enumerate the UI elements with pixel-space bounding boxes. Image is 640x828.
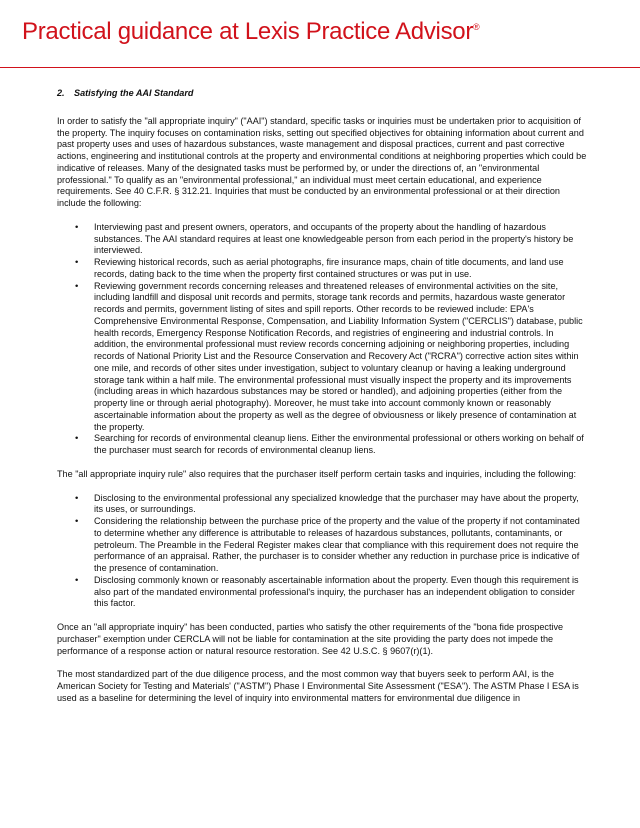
paragraph-intro: In order to satisfy the "all appropriate inquiry" ("AAI") standard, specific tasks or inquiries must be undertaken prior to acquisition of the property. The inquiry focuses on contamination risks, setting out specified objectives for obtaining information about current and past property uses and uses of hazardous substances, waste management and disposal practices, current and past corrective actions, engineering and institutional controls at the property and environmental conditions at neighboring properties which could be indicative of releases. Many of the designated tasks must be performed by, or under the directions of, an "environmental professional." To qualify as an "environmental professional," an individual must meet certain educational, and experience requirements. See 40 C.F.R. § 312.21. Inquiries that must be conducted by an environmental professional or at their direction include the following: [57, 115, 587, 208]
section-number: 2. [57, 88, 65, 98]
purchaser-tasks-list [57, 493, 587, 611]
list-item: • Searching for records of environmental cleanup liens. Either the environmental professional or others working on behalf of the purchaser must search for records of environmental cleanup liens. [57, 433, 587, 457]
page-header [22, 18, 622, 46]
list-item: • Considering the relationship between the purchase price of the property and the value of the property if not contaminated to determine whether any difference is attributable to releases of hazardous substances, pollutants, contaminants, or petroleum. The Preamble in the Federal Register makes clear that compliance with this requirement does not require the performance of an appraisal. Rather, the purchaser is to consider whether any reduction in purchase price is indicative of the presence of contamination. [57, 516, 587, 575]
registered-trademark: ® [473, 22, 480, 32]
paragraph-astm-phase-i: The most standardized part of the due diligence process, and the most common way that buyers seek to perform AAI, is the American Society for Testing and Materials' ("ASTM") Phase I Environmental Site Assessment ("ESA"). The ASTM Phase I ESA is used as a baseline for determining the level of inquiry into environmental matters for environmental due diligence in [57, 669, 579, 703]
document-body [57, 88, 587, 717]
header-divider [0, 67, 640, 68]
list-item: • Interviewing past and present owners, operators, and occupants of the property about the handling of hazardous substances. The AAI standard requires at least one knowledgeable person from each period in the property's history be interviewed. [57, 222, 587, 257]
paragraph-bona-fide-purchaser: Once an "all appropriate inquiry" has been conducted, parties who satisfy the other requirements of the "bona fide prospective purchaser" exemption under CERCLA will not be liable for contamination at the site providing the party does not impede the performance of a response action or natural resource restoration. See 42 U.S.C. § 9607(r)(1). [57, 622, 564, 656]
list-item: • Disclosing commonly known or reasonably ascertainable information about the property. Even though this requirement is also part of the mandated environmental professional's inquiry, the purchaser has an independent obligation to consider this factor. [57, 575, 587, 610]
section-heading [57, 88, 587, 100]
paragraph-purchaser-tasks: The "all appropriate inquiry rule" also requires that the purchaser itself perform certain tasks and inquiries, including the following: [57, 468, 577, 479]
section-title: Satisfying the AAI Standard [74, 88, 194, 98]
list-item: • Reviewing historical records, such as aerial photographs, fire insurance maps, chain of title documents, and land use records, dating back to the time when the property first contained structures or was put in use. [57, 257, 587, 281]
list-item: • Reviewing government records concerning releases and threatened releases of environmental activities on the site, including landfill and disposal unit records and permits, storage tank records and permits, hazardous waste generator records and permits, government listing of sites and spill reports. Other records to be reviewed include: EPA's Comprehensive Environmental Response, Compensation, and Liability Information System ("CERCLIS") database, public health records, Emergency Response Notification Records, and registries of engineering and industrial controls. In addition, the environmental professional must review records concerning adjoining or neighboring properties, including records of National Priority List and the Resource Conservation and Recovery Act ("RCRA") corrective action sites within one mile, and records of other sites under investigation, subject to voluntary cleanup or having a leaking underground storage tank within a half mile. The environmental professional must visually inspect the property and its improvements (including areas in which hazardous substances may be stored or handled), and adjoining properties (either from the property line or through aerial photography). Moreover, he must take into account commonly known or reasonably ascertainable information about the property as well as the degree of obviousness or likely presence of contamination at the property. [57, 281, 587, 434]
list-item: • Disclosing to the environmental professional any specialized knowledge that the purchaser may have about the property, its uses, or surroundings. [57, 493, 587, 517]
header-title: Practical guidance at Lexis Practice Advisor [22, 18, 474, 45]
environmental-professional-tasks-list [57, 222, 587, 457]
